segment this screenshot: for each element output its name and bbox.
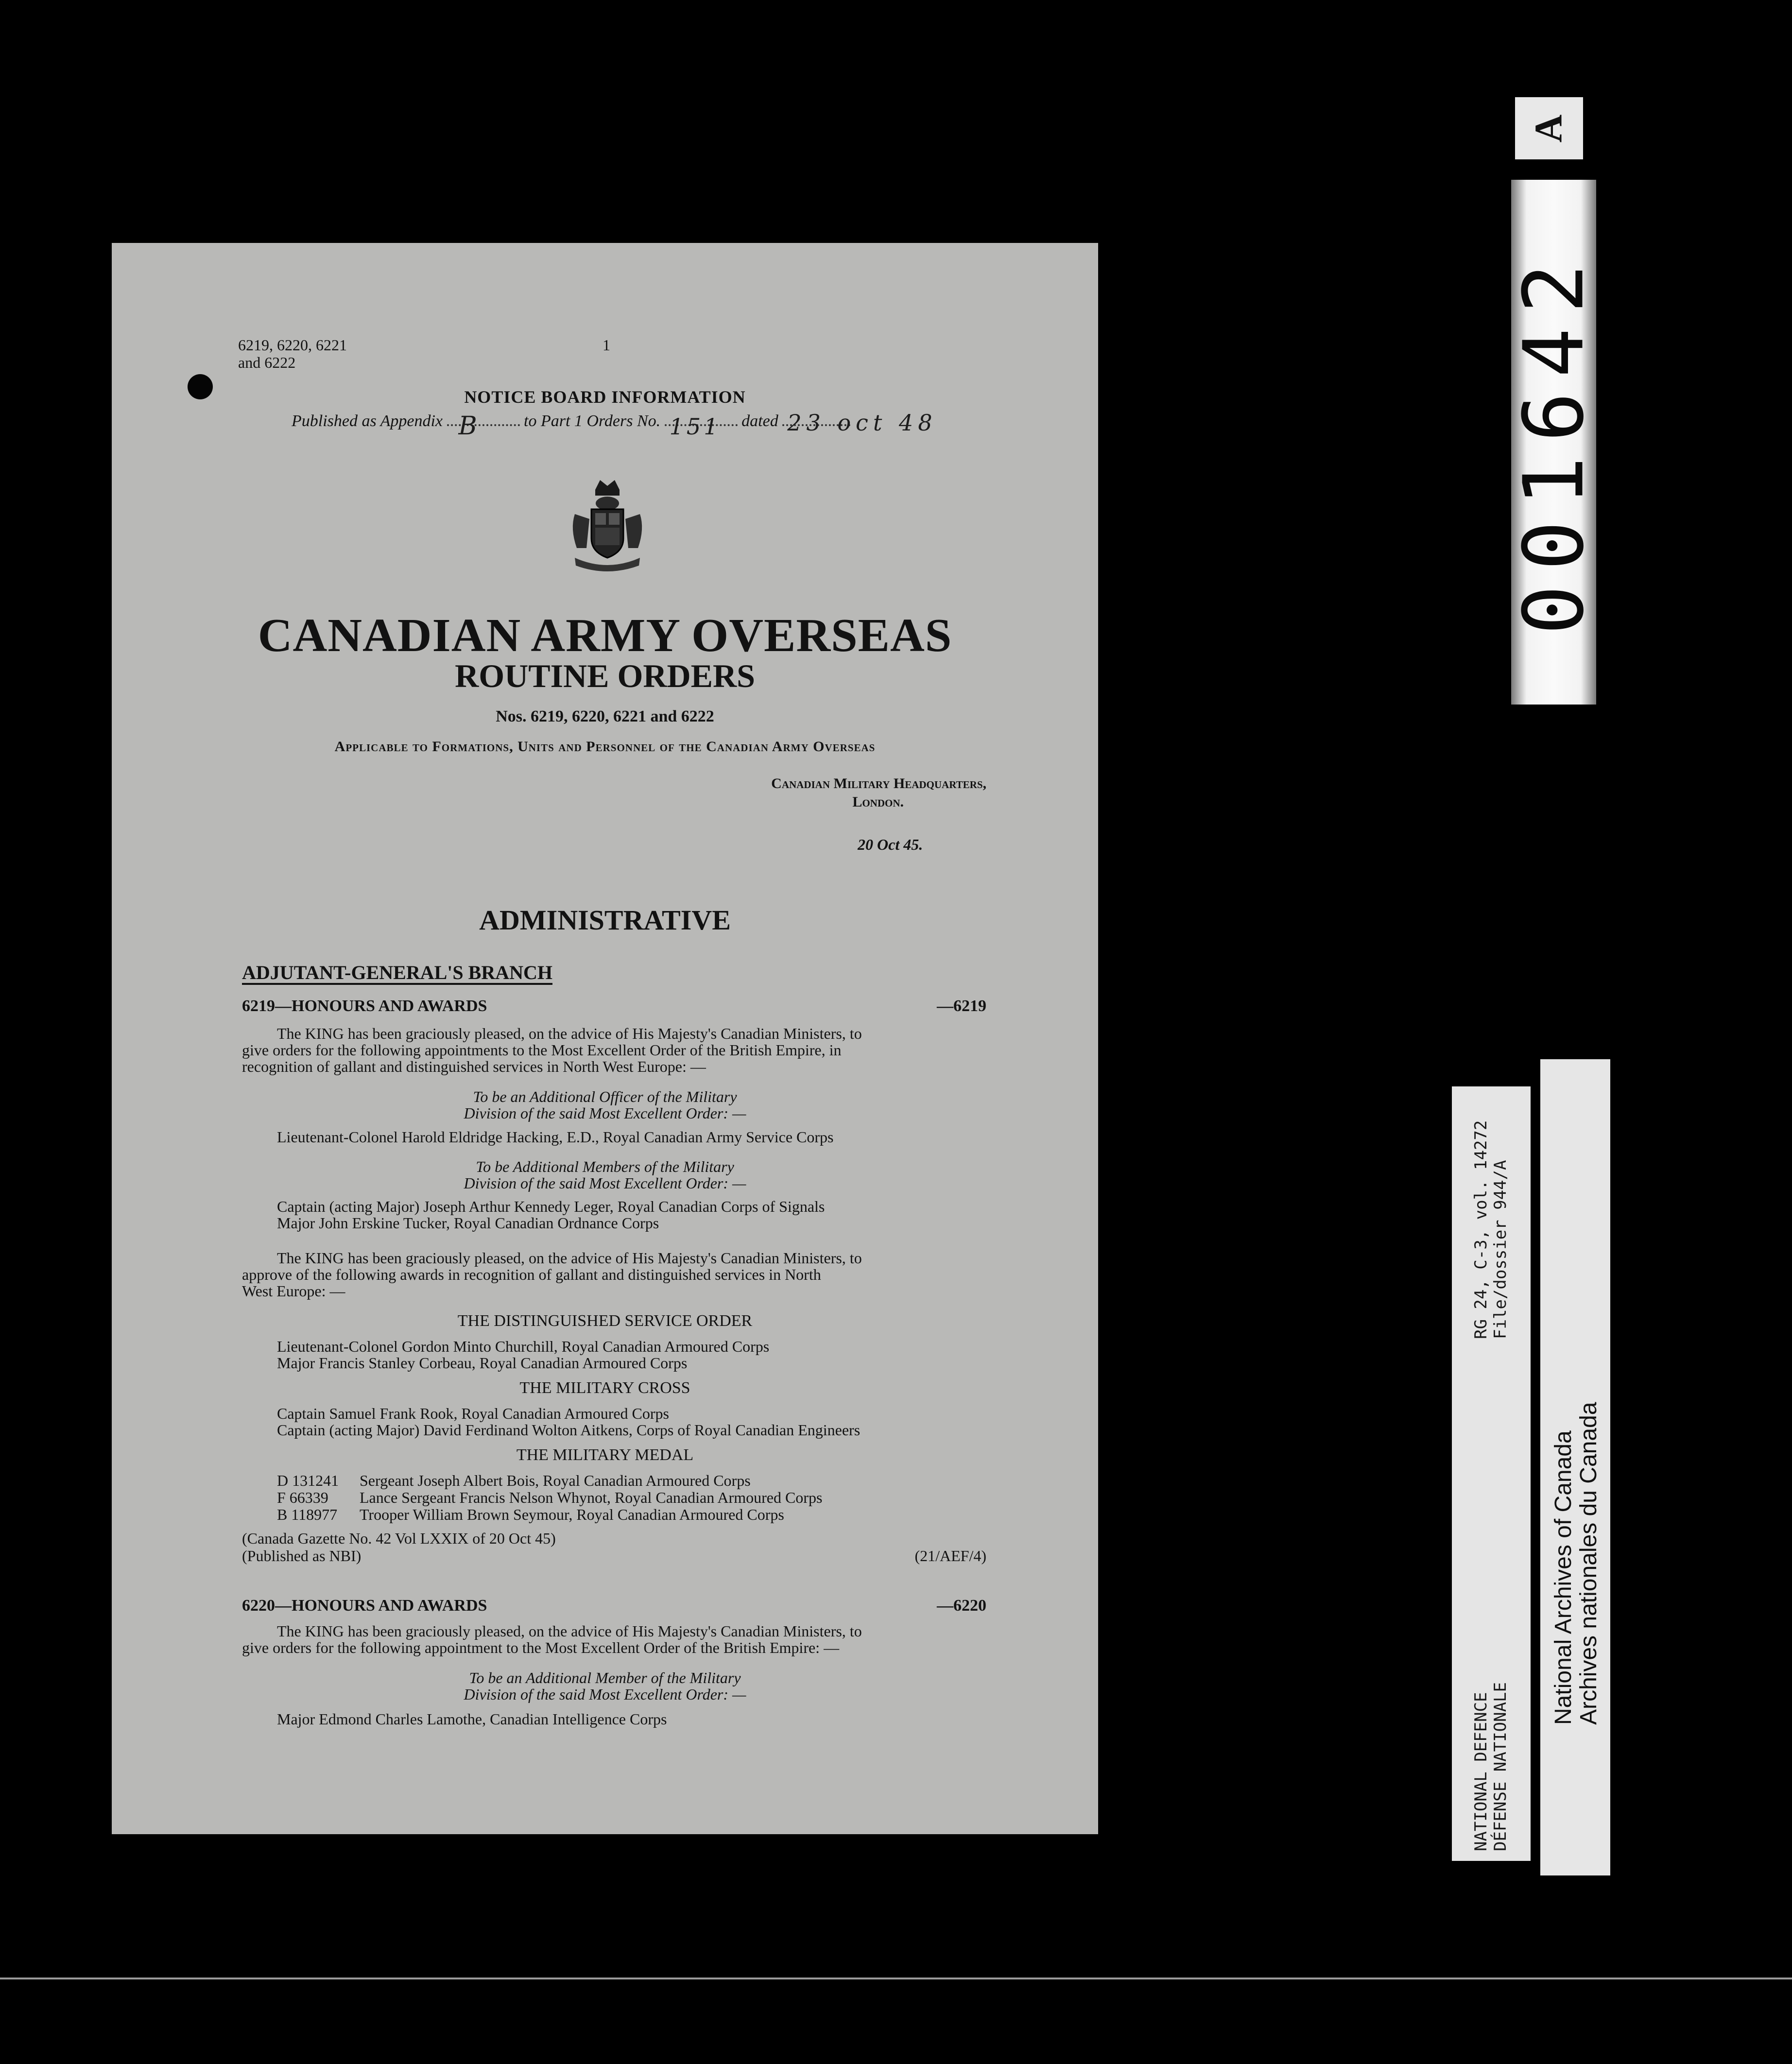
handwritten-appendix: B bbox=[458, 412, 477, 441]
member-name: Major John Erskine Tucker, Royal Canadian Ordnance Corps bbox=[277, 1214, 659, 1232]
order-6219-number: —6219 bbox=[937, 997, 986, 1015]
notice-board-heading: NOTICE BOARD INFORMATION bbox=[464, 387, 746, 407]
mc-heading: THE MILITARY CROSS bbox=[519, 1379, 690, 1397]
order-6220-number: —6220 bbox=[937, 1597, 986, 1615]
dso-name: Major Francis Stanley Corbeau, Royal Canadian Armoured Corps bbox=[277, 1354, 688, 1372]
order-6220-paragraph bbox=[242, 1623, 862, 1656]
published-dated: dated bbox=[741, 412, 778, 430]
order-numbers-line: Nos. 6219, 6220, 6221 and 6222 bbox=[496, 707, 714, 725]
archives-name bbox=[1551, 1402, 1602, 1725]
caption-line: Division of the said Most Excellent Order: — bbox=[464, 1686, 746, 1703]
handwritten-date: 23 oct 48 bbox=[787, 410, 937, 436]
order-numbers-line1: 6219, 6220, 6221 bbox=[238, 336, 347, 354]
frame-letter: A bbox=[1527, 114, 1570, 142]
order-no-field bbox=[665, 413, 738, 440]
published-mid: to Part 1 Orders No. bbox=[524, 412, 661, 430]
branch-heading: ADJUTANT-GENERAL'S BRANCH bbox=[242, 962, 552, 983]
department-en: NATIONAL DEFENCE bbox=[1471, 1692, 1491, 1851]
service-number: D 131241 bbox=[277, 1472, 339, 1489]
archive-reference-label bbox=[1452, 1086, 1531, 1861]
mm-entry bbox=[277, 1506, 822, 1523]
mm-entry bbox=[277, 1489, 822, 1506]
frame-number: 001642 bbox=[1506, 249, 1602, 635]
service-number: B 118977 bbox=[277, 1506, 338, 1523]
dso-heading: THE DISTINGUISHED SERVICE ORDER bbox=[457, 1312, 753, 1330]
page-number: 1 bbox=[603, 336, 610, 354]
gazette-reference bbox=[242, 1530, 556, 1565]
volume-reference bbox=[1471, 1120, 1510, 1339]
hq-line1: Canadian Military Headquarters, bbox=[771, 775, 986, 791]
order-6219-paragraph-2 bbox=[242, 1250, 862, 1299]
caption-line: To be Additional Members of the Military bbox=[476, 1158, 734, 1175]
file-line: File/dossier 944/A bbox=[1491, 1160, 1510, 1339]
paragraph-line: give orders for the following appointments to the Most Excellent Order of the British Empire, in bbox=[242, 1041, 842, 1059]
paragraph-line: The KING has been graciously pleased, on the advice of His Majesty's Canadian Ministers, to bbox=[277, 1622, 862, 1640]
hq-line2: London. bbox=[852, 794, 904, 810]
mm-list bbox=[277, 1472, 822, 1523]
department-fr: DÉFENSE NATIONALE bbox=[1491, 1682, 1510, 1851]
archives-fr: Archives nationales du Canada bbox=[1576, 1402, 1602, 1725]
recipient-name: Lance Sergeant Francis Nelson Whynot, Royal Canadian Armoured Corps bbox=[360, 1489, 823, 1506]
paragraph-line: give orders for the following appointment to the Most Excellent Order of the British Empire: — bbox=[242, 1639, 840, 1656]
section-heading: ADMINISTRATIVE bbox=[479, 904, 731, 936]
appendix-field bbox=[447, 412, 520, 441]
caption-line: To be an Additional Officer of the Military bbox=[473, 1088, 737, 1105]
national-archives-label bbox=[1540, 1059, 1610, 1875]
recipient-name: Sergeant Joseph Albert Bois, Royal Canadian Armoured Corps bbox=[360, 1472, 751, 1489]
paragraph-line: The KING has been graciously pleased, on the advice of His Majesty's Canadian Ministers, to bbox=[277, 1025, 862, 1042]
order-numbers-line2: and 6222 bbox=[238, 354, 296, 371]
member-names bbox=[277, 1198, 825, 1231]
handwritten-order-no: 151 bbox=[669, 413, 721, 440]
mc-names bbox=[277, 1405, 860, 1438]
paragraph-line: approve of the following awards in recognition of gallant and distinguished services in North bbox=[242, 1266, 821, 1283]
order-6220-member-name: Major Edmond Charles Lamothe, Canadian Intelligence Corps bbox=[277, 1710, 667, 1728]
published-prefix: Published as Appendix bbox=[292, 412, 443, 430]
frame-number-strip bbox=[1506, 180, 1602, 705]
mm-heading: THE MILITARY MEDAL bbox=[516, 1446, 694, 1464]
members-caption bbox=[112, 1158, 1098, 1191]
service-number: F 66339 bbox=[277, 1489, 328, 1506]
member-name: Captain (acting Major) Joseph Arthur Kennedy Leger, Royal Canadian Corps of Signals bbox=[277, 1198, 825, 1215]
order-numbers-header bbox=[238, 336, 347, 371]
film-frame-divider bbox=[0, 1978, 1792, 1979]
file-reference: (21/AEF/4) bbox=[914, 1547, 986, 1565]
document-page bbox=[112, 243, 1098, 1834]
title-sub: ROUTINE ORDERS bbox=[455, 657, 755, 694]
frame-letter-box bbox=[1515, 97, 1583, 159]
applicable-line: Applicable to Formations, Units and Personnel of the Canadian Army Overseas bbox=[334, 739, 876, 755]
officer-name: Lieutenant-Colonel Harold Eldridge Hacking, E.D., Royal Canadian Army Service Corps bbox=[277, 1128, 834, 1146]
department-label bbox=[1471, 1682, 1510, 1851]
mm-entry bbox=[277, 1472, 822, 1489]
dated-field bbox=[782, 410, 937, 436]
order-6219-paragraph-1 bbox=[242, 1025, 862, 1075]
paragraph-line: The KING has been graciously pleased, on the advice of His Majesty's Canadian Ministers, to bbox=[277, 1249, 862, 1267]
mc-name: Captain Samuel Frank Rook, Royal Canadian Armoured Corps bbox=[277, 1405, 669, 1422]
order-6220-heading: 6220—HONOURS AND AWARDS bbox=[242, 1597, 487, 1615]
order-date: 20 Oct 45. bbox=[858, 836, 923, 853]
paragraph-line: West Europe: — bbox=[242, 1282, 345, 1300]
coat-of-arms-emblem bbox=[566, 475, 649, 577]
archives-en: National Archives of Canada bbox=[1551, 1430, 1576, 1725]
caption-line: Division of the said Most Excellent Order: — bbox=[464, 1174, 746, 1192]
dso-names bbox=[277, 1338, 769, 1371]
title-main: CANADIAN ARMY OVERSEAS bbox=[258, 609, 952, 662]
order-6220-caption bbox=[112, 1669, 1098, 1703]
officer-caption bbox=[112, 1088, 1098, 1121]
published-line bbox=[292, 410, 937, 441]
caption-line: Division of the said Most Excellent Order: — bbox=[464, 1104, 746, 1122]
hq-address bbox=[646, 774, 986, 811]
gazette-line: (Canada Gazette No. 42 Vol LXXIX of 20 Oct 45) bbox=[242, 1530, 556, 1547]
recipient-name: Trooper William Brown Seymour, Royal Canadian Armoured Corps bbox=[360, 1506, 784, 1523]
volume-line: RG 24, C-3, vol. 14272 bbox=[1471, 1120, 1491, 1339]
order-6219-heading: 6219—HONOURS AND AWARDS bbox=[242, 997, 487, 1015]
dso-name: Lieutenant-Colonel Gordon Minto Churchill, Royal Canadian Armoured Corps bbox=[277, 1338, 770, 1355]
caption-line: To be an Additional Member of the Military bbox=[469, 1669, 741, 1686]
published-nbi: (Published as NBI) bbox=[242, 1547, 362, 1565]
paragraph-line: recognition of gallant and distinguished services in North West Europe: — bbox=[242, 1058, 706, 1075]
mc-name: Captain (acting Major) David Ferdinand Wolton Aitkens, Corps of Royal Canadian Engineers bbox=[277, 1421, 861, 1439]
